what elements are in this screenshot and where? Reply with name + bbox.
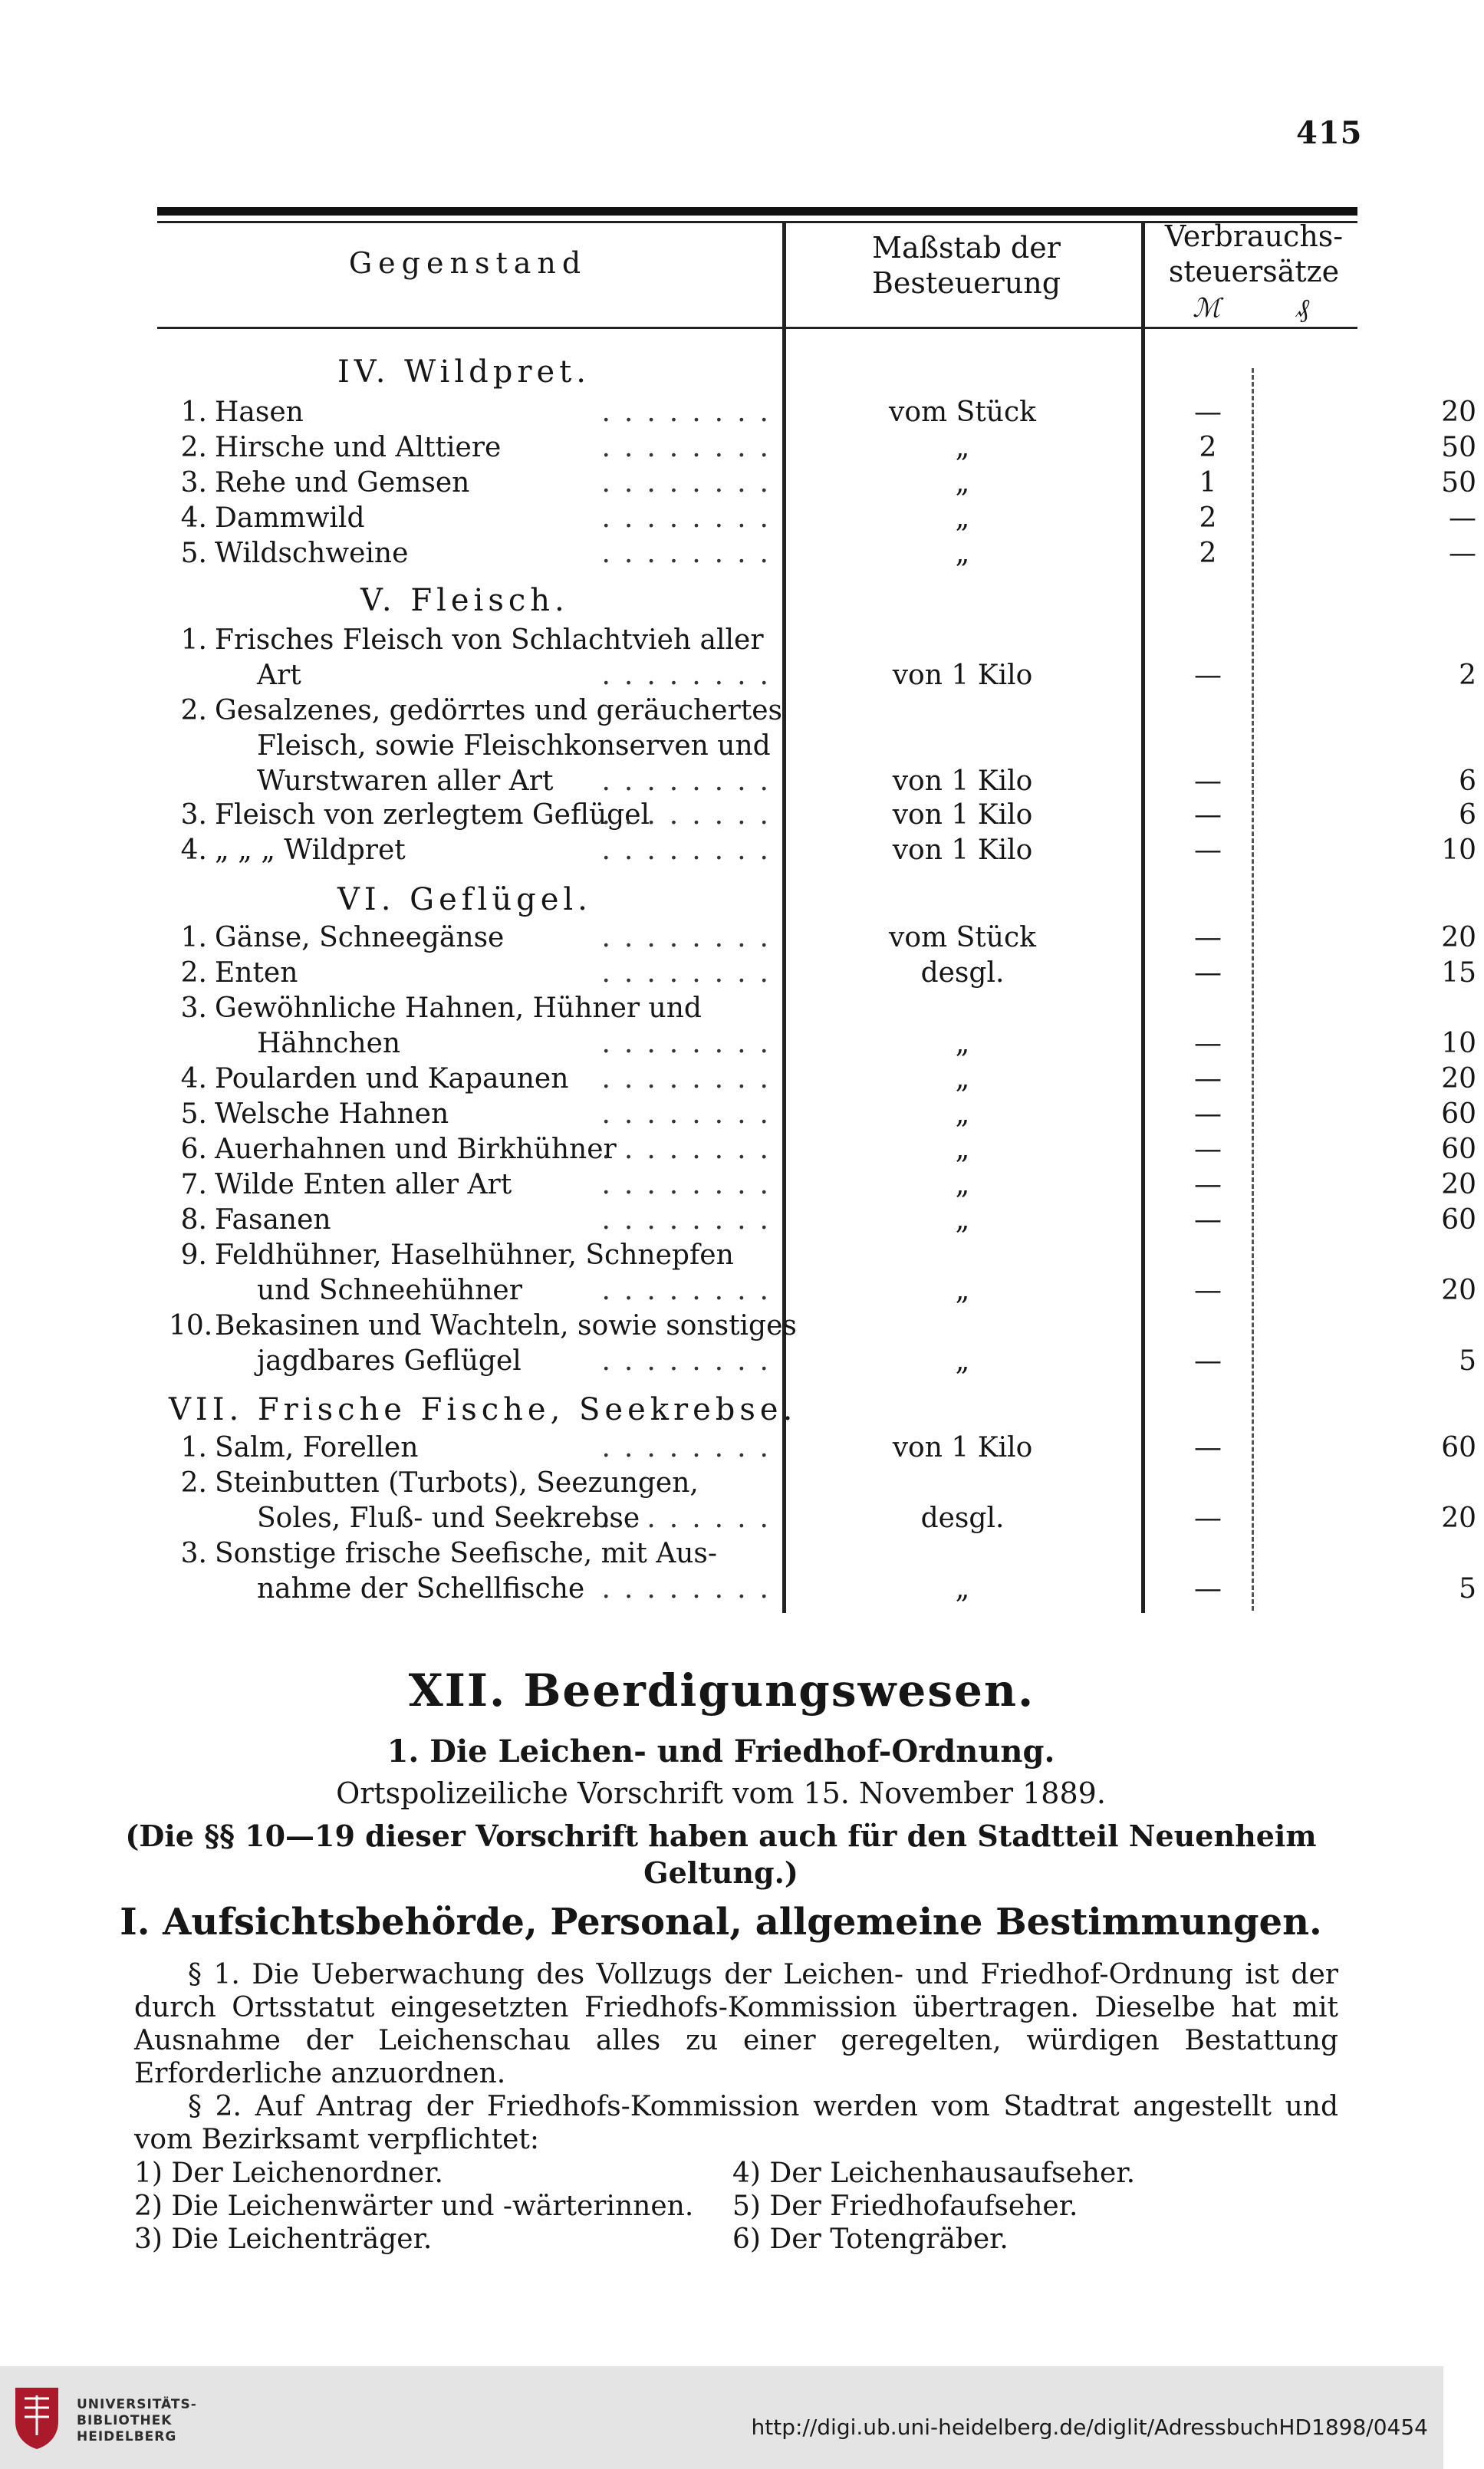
regulation-date: Ortspolizeiliche Vorschrift vom 15. November 1889. <box>336 1776 1106 1810</box>
row-rate-pf: — <box>1449 502 1476 534</box>
row-measure: vom Stück <box>889 922 1036 953</box>
row-measure: „ <box>955 1275 970 1306</box>
table-row <box>157 1238 1357 1273</box>
leader-dots: ........ <box>601 1345 782 1377</box>
row-name: Soles, Fluß- und Seekrebse <box>257 1503 640 1534</box>
paragraph-1: § 1. Die Ueberwachung des Vollzugs der Leichen- und Friedhof-Ordnung ist der durch Ortsstatut eingesetzten Friedhofs-Kommission übertragen. Dieselbe hat mit Ausnahme der Leichenschau alles zu einer geregelten, würdigen Bestattung Erforderliche anzuordnen. <box>134 1959 1338 2089</box>
row-number: 7. <box>180 1169 207 1200</box>
row-measure: „ <box>955 1169 970 1200</box>
row-name: Hirsche und Alttiere <box>215 432 502 463</box>
row-rate-pf: 20 <box>1441 922 1476 953</box>
leader-dots: ........ <box>601 432 782 463</box>
table-row <box>157 1430 1476 1466</box>
row-number: 10. <box>169 1310 213 1341</box>
row-measure: „ <box>955 1028 970 1059</box>
row-measure: „ <box>955 1098 970 1130</box>
section-title: V. Fleisch. <box>360 583 569 618</box>
row-name: Wildschweine <box>215 538 409 569</box>
row-measure: „ <box>955 1345 970 1377</box>
table-row <box>157 920 1476 956</box>
leader-dots: ........ <box>601 1028 782 1059</box>
row-rate-mark: — <box>1194 1573 1222 1605</box>
table-row <box>157 501 1476 536</box>
chapter-title: XII. Beerdigungswesen. <box>408 1664 1035 1717</box>
leader-dots: ........ <box>601 957 782 989</box>
row-rate-mark: 2 <box>1199 432 1217 463</box>
row-name: Salm, Forellen <box>215 1432 419 1463</box>
row-rate-pf: 6 <box>1459 765 1476 797</box>
row-rate-mark: — <box>1194 835 1222 866</box>
leader-dots: ........ <box>601 1169 782 1200</box>
row-number: 4. <box>180 502 207 534</box>
table-row <box>157 1026 1476 1062</box>
row-measure: „ <box>955 1134 970 1165</box>
row-rate-pf: 15 <box>1441 957 1476 989</box>
table-row <box>157 956 1476 991</box>
table-row <box>157 1344 1476 1379</box>
row-name: Rehe und Gemsen <box>215 467 470 499</box>
leader-dots: ........ <box>601 835 782 866</box>
staff-item-1: 1) Der Leichenordner. <box>134 2158 443 2189</box>
row-measure: „ <box>955 1573 970 1605</box>
row-rate-mark: 2 <box>1199 502 1217 534</box>
row-number: 2. <box>180 957 207 989</box>
row-number: 2. <box>180 1467 207 1499</box>
row-rate-pf: 20 <box>1441 1275 1476 1306</box>
row-rate-pf: 10 <box>1441 1028 1476 1059</box>
row-number: 3. <box>180 1538 207 1569</box>
row-measure: von 1 Kilo <box>892 660 1033 691</box>
row-name: Gänse, Schneegänse <box>215 922 505 953</box>
footer-bar <box>0 2366 1443 2469</box>
row-rate-mark: — <box>1194 1275 1222 1306</box>
row-name: Gesalzenes, gedörrtes und geräuchertes <box>215 695 782 726</box>
row-number: 9. <box>180 1239 207 1271</box>
table-row <box>157 1167 1476 1203</box>
leader-dots: ........ <box>601 1573 782 1605</box>
staff-item-3: 3) Die Leichenträger. <box>134 2224 433 2255</box>
leader-dots: ........ <box>601 1432 782 1463</box>
leader-dots: ........ <box>601 799 782 831</box>
library-name-line-3: HEIDELBERG <box>77 2429 177 2444</box>
table-row <box>157 1132 1476 1167</box>
row-rate-pf: 20 <box>1441 1503 1476 1534</box>
row-rate-pf: 60 <box>1441 1432 1476 1463</box>
row-measure: „ <box>955 1063 970 1095</box>
table-row <box>157 729 1357 764</box>
leader-dots: ........ <box>601 502 782 534</box>
leader-dots: ........ <box>601 1134 782 1165</box>
row-name: jagdbares Geflügel <box>257 1345 522 1377</box>
paragraph-2: § 2. Auf Antrag der Friedhofs-Kommission werden vom Stadtrat angestellt und vom Bezirksamt verpflichtet: <box>134 2091 1338 2155</box>
row-name: Dammwild <box>215 502 365 534</box>
table-row <box>157 395 1476 430</box>
table-row <box>157 1273 1476 1309</box>
row-rate-pf: 20 <box>1441 1169 1476 1200</box>
staff-item-6: 6) Der Totengräber. <box>732 2224 1009 2255</box>
row-rate-mark: — <box>1194 922 1222 953</box>
row-rate-mark: — <box>1194 1503 1222 1534</box>
row-measure: von 1 Kilo <box>892 799 1033 831</box>
leader-dots: ........ <box>601 765 782 797</box>
validity-note: (Die §§ 10—19 dieser Vorschrift haben auch für den Stadtteil Neuenheim Geltung.) <box>125 1819 1317 1890</box>
row-name: Sonstige frische Seefische, mit Aus- <box>215 1538 718 1569</box>
row-name: Steinbutten (Turbots), Seezungen, <box>215 1467 699 1499</box>
row-number: 2. <box>180 695 207 726</box>
row-number: 6. <box>180 1134 207 1165</box>
row-rate-mark: — <box>1194 957 1222 989</box>
row-rate-mark: 2 <box>1199 538 1217 569</box>
row-measure: desgl. <box>920 957 1005 989</box>
staff-item-2: 2) Die Leichenwärter und -wärterinnen. <box>134 2191 694 2222</box>
row-name: Fleisch, sowie Fleischkonserven und <box>257 730 771 762</box>
table-row <box>157 658 1476 693</box>
section-title: VI. Geflügel. <box>337 882 592 917</box>
section-title: VII. Frische Fische, Seekrebse. <box>169 1392 798 1427</box>
table-row <box>157 1466 1357 1501</box>
table-row <box>157 833 1476 868</box>
row-measure: von 1 Kilo <box>892 835 1033 866</box>
row-rate-mark: — <box>1194 1063 1222 1095</box>
header-unit-mark: ℳ <box>1193 293 1221 324</box>
row-rate-pf: 2 <box>1459 660 1476 691</box>
leader-dots: ........ <box>601 1063 782 1095</box>
row-number: 5. <box>180 538 207 569</box>
row-rate-pf: 60 <box>1441 1134 1476 1165</box>
row-number: 3. <box>180 993 207 1024</box>
row-number: 3. <box>180 799 207 831</box>
row-measure: desgl. <box>920 1503 1005 1534</box>
leader-dots: ........ <box>601 1275 782 1306</box>
row-measure: „ <box>955 538 970 569</box>
leader-dots: ........ <box>601 1503 782 1534</box>
table-row <box>157 991 1357 1026</box>
table-row <box>157 1572 1476 1607</box>
page-number: 415 <box>1296 115 1363 151</box>
row-name: Hasen <box>215 397 304 428</box>
table-row <box>157 693 1357 729</box>
leader-dots: ........ <box>601 660 782 691</box>
row-number: 4. <box>180 1063 207 1095</box>
staff-item-4: 4) Der Leichenhausaufseher. <box>732 2158 1136 2189</box>
row-rate-mark: — <box>1194 799 1222 831</box>
row-name: und Schneehühner <box>257 1275 522 1306</box>
row-rate-mark: — <box>1194 1204 1222 1236</box>
table-row <box>157 430 1476 466</box>
table-row <box>157 1536 1357 1572</box>
row-name: Wilde Enten aller Art <box>215 1169 512 1200</box>
table-row <box>157 1097 1476 1132</box>
row-name: nahme der Schellfische <box>257 1573 585 1605</box>
leader-dots: ........ <box>601 397 782 428</box>
library-logo-icon <box>9 2383 64 2452</box>
row-rate-mark: — <box>1194 1169 1222 1200</box>
header-measure: Maßstab der Besteuerung <box>871 231 1061 300</box>
row-rate-pf: 10 <box>1441 835 1476 866</box>
row-name: Auerhahnen und Birkhühner <box>215 1134 617 1165</box>
row-rate-pf: — <box>1449 538 1476 569</box>
row-rate-mark: — <box>1194 1028 1222 1059</box>
staff-item-5: 5) Der Friedhofaufseher. <box>732 2191 1078 2222</box>
section-heading: I. Aufsichtsbehörde, Personal, allgemeine Bestimmungen. <box>120 1901 1322 1944</box>
row-name: Art <box>257 660 301 691</box>
row-rate-pf: 5 <box>1459 1573 1476 1605</box>
row-measure: „ <box>955 467 970 499</box>
row-number: 8. <box>180 1204 207 1236</box>
subtitle: 1. Die Leichen- und Friedhof-Ordnung. <box>387 1733 1055 1769</box>
row-measure: „ <box>955 502 970 534</box>
row-rate-mark: — <box>1194 765 1222 797</box>
row-rate-mark: — <box>1194 1432 1222 1463</box>
table-row <box>157 1062 1476 1097</box>
leader-dots: ........ <box>601 467 782 499</box>
table-row <box>157 1203 1476 1238</box>
row-measure: vom Stück <box>889 397 1036 428</box>
row-rate-mark: — <box>1194 1134 1222 1165</box>
leader-dots: ........ <box>601 922 782 953</box>
row-name: Feldhühner, Haselhühner, Schnepfen <box>215 1239 734 1271</box>
table-row <box>157 466 1476 501</box>
row-rate-mark: — <box>1194 660 1222 691</box>
row-name: Frisches Fleisch von Schlachtvieh aller <box>215 624 764 656</box>
row-measure: von 1 Kilo <box>892 1432 1033 1463</box>
row-rate-pf: 60 <box>1441 1098 1476 1130</box>
row-rate-pf: 50 <box>1441 467 1476 499</box>
table-row <box>157 536 1476 571</box>
row-rate-mark: — <box>1194 1345 1222 1377</box>
row-measure: „ <box>955 1204 970 1236</box>
row-name: Welsche Hahnen <box>215 1098 449 1130</box>
leader-dots: ........ <box>601 1098 782 1130</box>
table-row <box>157 798 1476 833</box>
table-row <box>157 623 1357 658</box>
section-title: IV. Wildpret. <box>337 354 591 390</box>
row-rate-pf: 20 <box>1441 397 1476 428</box>
row-rate-pf: 20 <box>1441 1063 1476 1095</box>
row-number: 1. <box>180 624 207 656</box>
header-object: Gegenstand <box>348 246 587 280</box>
table-row <box>157 764 1476 799</box>
row-name: Poularden und Kapaunen <box>215 1063 569 1095</box>
source-url-link[interactable]: http://digi.ub.uni-heidelberg.de/diglit/AdressbuchHD1898/0454 <box>751 2415 1428 2440</box>
row-name: Bekasinen und Wachteln, sowie sonstiges <box>215 1310 797 1341</box>
leader-dots: ........ <box>601 1204 782 1236</box>
library-name-line-1: UNIVERSITÄTS- <box>77 2397 197 2412</box>
table-header-rule <box>157 327 1357 329</box>
row-number: 3. <box>180 467 207 499</box>
row-number: 1. <box>180 1432 207 1463</box>
library-name-line-2: BIBLIOTHEK <box>77 2413 173 2428</box>
header-rate: Verbrauchs- steuersätze <box>1164 219 1344 288</box>
header-unit-pf: ₰ <box>1296 293 1309 324</box>
row-rate-pf: 60 <box>1441 1204 1476 1236</box>
table-row <box>157 1501 1476 1536</box>
row-name: „ „ „ Wildpret <box>215 835 406 866</box>
row-measure: von 1 Kilo <box>892 765 1033 797</box>
row-number: 2. <box>180 432 207 463</box>
row-name: Wurstwaren aller Art <box>257 765 554 797</box>
row-rate-pf: 50 <box>1441 432 1476 463</box>
row-rate-mark: 1 <box>1199 467 1217 499</box>
row-name: Enten <box>215 957 298 989</box>
row-name: Gewöhnliche Hahnen, Hühner und <box>215 993 702 1024</box>
row-number: 1. <box>180 922 207 953</box>
row-rate-pf: 6 <box>1459 799 1476 831</box>
row-rate-mark: — <box>1194 397 1222 428</box>
row-name: Fleisch von zerlegtem Geflügel <box>215 799 650 831</box>
row-rate-mark: — <box>1194 1098 1222 1130</box>
row-number: 5. <box>180 1098 207 1130</box>
row-name: Fasanen <box>215 1204 331 1236</box>
row-number: 4. <box>180 835 207 866</box>
row-number: 1. <box>180 397 207 428</box>
table-top-rule <box>157 207 1357 216</box>
row-measure: „ <box>955 432 970 463</box>
table-row <box>157 1309 1357 1344</box>
leader-dots: ........ <box>601 538 782 569</box>
row-rate-pf: 5 <box>1459 1345 1476 1377</box>
row-name: Hähnchen <box>257 1028 401 1059</box>
